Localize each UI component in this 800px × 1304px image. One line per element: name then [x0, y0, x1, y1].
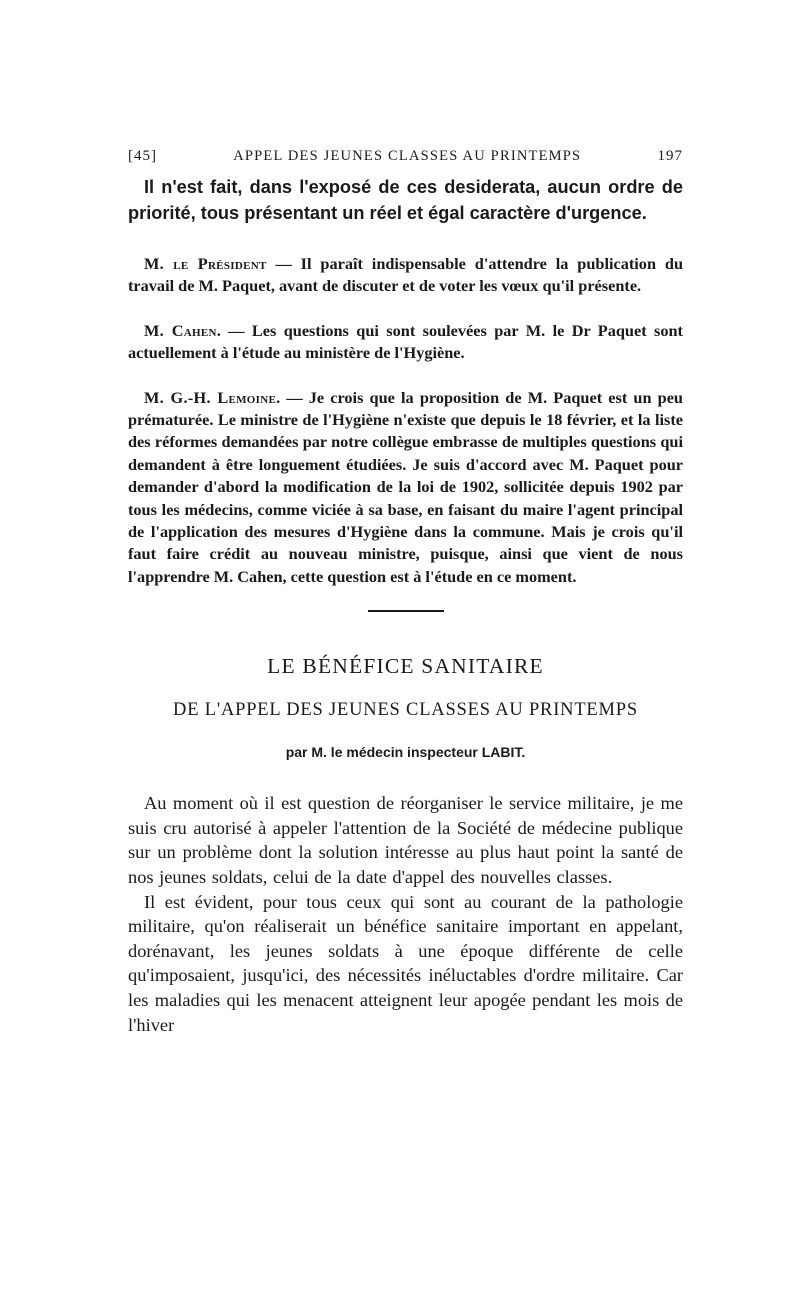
- lead-paragraph: Il n'est fait, dans l'exposé de ces desiderata, aucun ordre de priorité, tous présentant un réel et égal caractère d'urgence.: [128, 177, 683, 223]
- running-head: [128, 148, 683, 174]
- article-body: [128, 791, 683, 1037]
- speaker-name: le Président: [173, 254, 267, 273]
- speaker-prefix: M. G.-H.: [144, 387, 218, 407]
- speaker-prefix: M.: [144, 320, 172, 340]
- book-page: [128, 148, 683, 1037]
- discussion-text: . — Les questions qui sont soulevées par M. le Dr Paquet sont actuellement à l'étude au ministère de l'Hygiène.: [128, 320, 683, 363]
- discussion-text: . — Je crois que la proposition de M. Paquet est un peu prématurée. Le ministre de l'Hygiène n'existe que depuis le 18 février, et la liste des réformes demandées par notre collègue embrasse de multiples questions qui demandent à être longuement étudiées. Je suis d'accord avec M. Paquet pour demander d'abord la modification de la loi de 1902, sollicitée depuis 1902 par tous les médecins, comme viciée à sa base, en faisant du maire l'agent principal de l'application des mesures d'Hygiène dans la commune. Mais je crois qu'il faut faire crédit au nouveau ministre, puisque, ainsi que vient de nous l'apprendre M. Cahen, cette question est à l'étude en ce moment.: [128, 387, 683, 586]
- speaker-name: Lemoine: [217, 387, 277, 407]
- section-subtitle: DE L'APPEL DES JEUNES CLASSES AU PRINTEMPS: [173, 700, 638, 721]
- body-paragraph: Au moment où il est question de réorganiser le service militaire, je me suis cru autorisé à appeler l'attention de la Société de médecine publique sur un problème dont la solution intéresse au plus haut point la santé de nos jeunes soldats, celui de la date d'appel des nouvelles classes.: [128, 793, 683, 888]
- body-paragraph: Il est évident, pour tous ceux qui sont au courant de la pathologie militaire, qu'on réaliserait un bénéfice sanitaire important en appelant, dorénavant, les jeunes soldats à une époque différente de celle qu'imposaient, jusqu'ici, des nécessités inéluctables d'ordre militaire. Car les maladies qui les menacent atteignent leur apogée pendant les mois de l'hiver: [128, 891, 683, 1035]
- discussion-entry-lemoine: [128, 387, 683, 589]
- running-head-title: APPEL DES JEUNES CLASSES AU PRINTEMPS: [233, 148, 582, 164]
- speaker-label: [144, 321, 217, 340]
- speaker-prefix: M.: [144, 254, 174, 273]
- discussion-entry-cahen: [128, 320, 683, 365]
- discussion-entry-president: [128, 253, 683, 298]
- section-title: LE BÉNÉFICE SANITAIRE: [267, 654, 544, 679]
- discussion: [128, 253, 683, 588]
- speaker-label: [144, 388, 276, 407]
- discussion-text: — Il paraît indispensable d'attendre la publication du travail de M. Paquet, avant de discuter et de voter les vœux qu'il présente.: [128, 254, 684, 296]
- speaker-label: [144, 254, 267, 273]
- section-divider: [368, 610, 444, 612]
- speaker-name: Cahen: [171, 320, 217, 340]
- page-number: 197: [657, 148, 683, 164]
- author-byline: par M. le médecin inspecteur LABIT.: [285, 744, 526, 761]
- page-reference: [45]: [128, 148, 157, 164]
